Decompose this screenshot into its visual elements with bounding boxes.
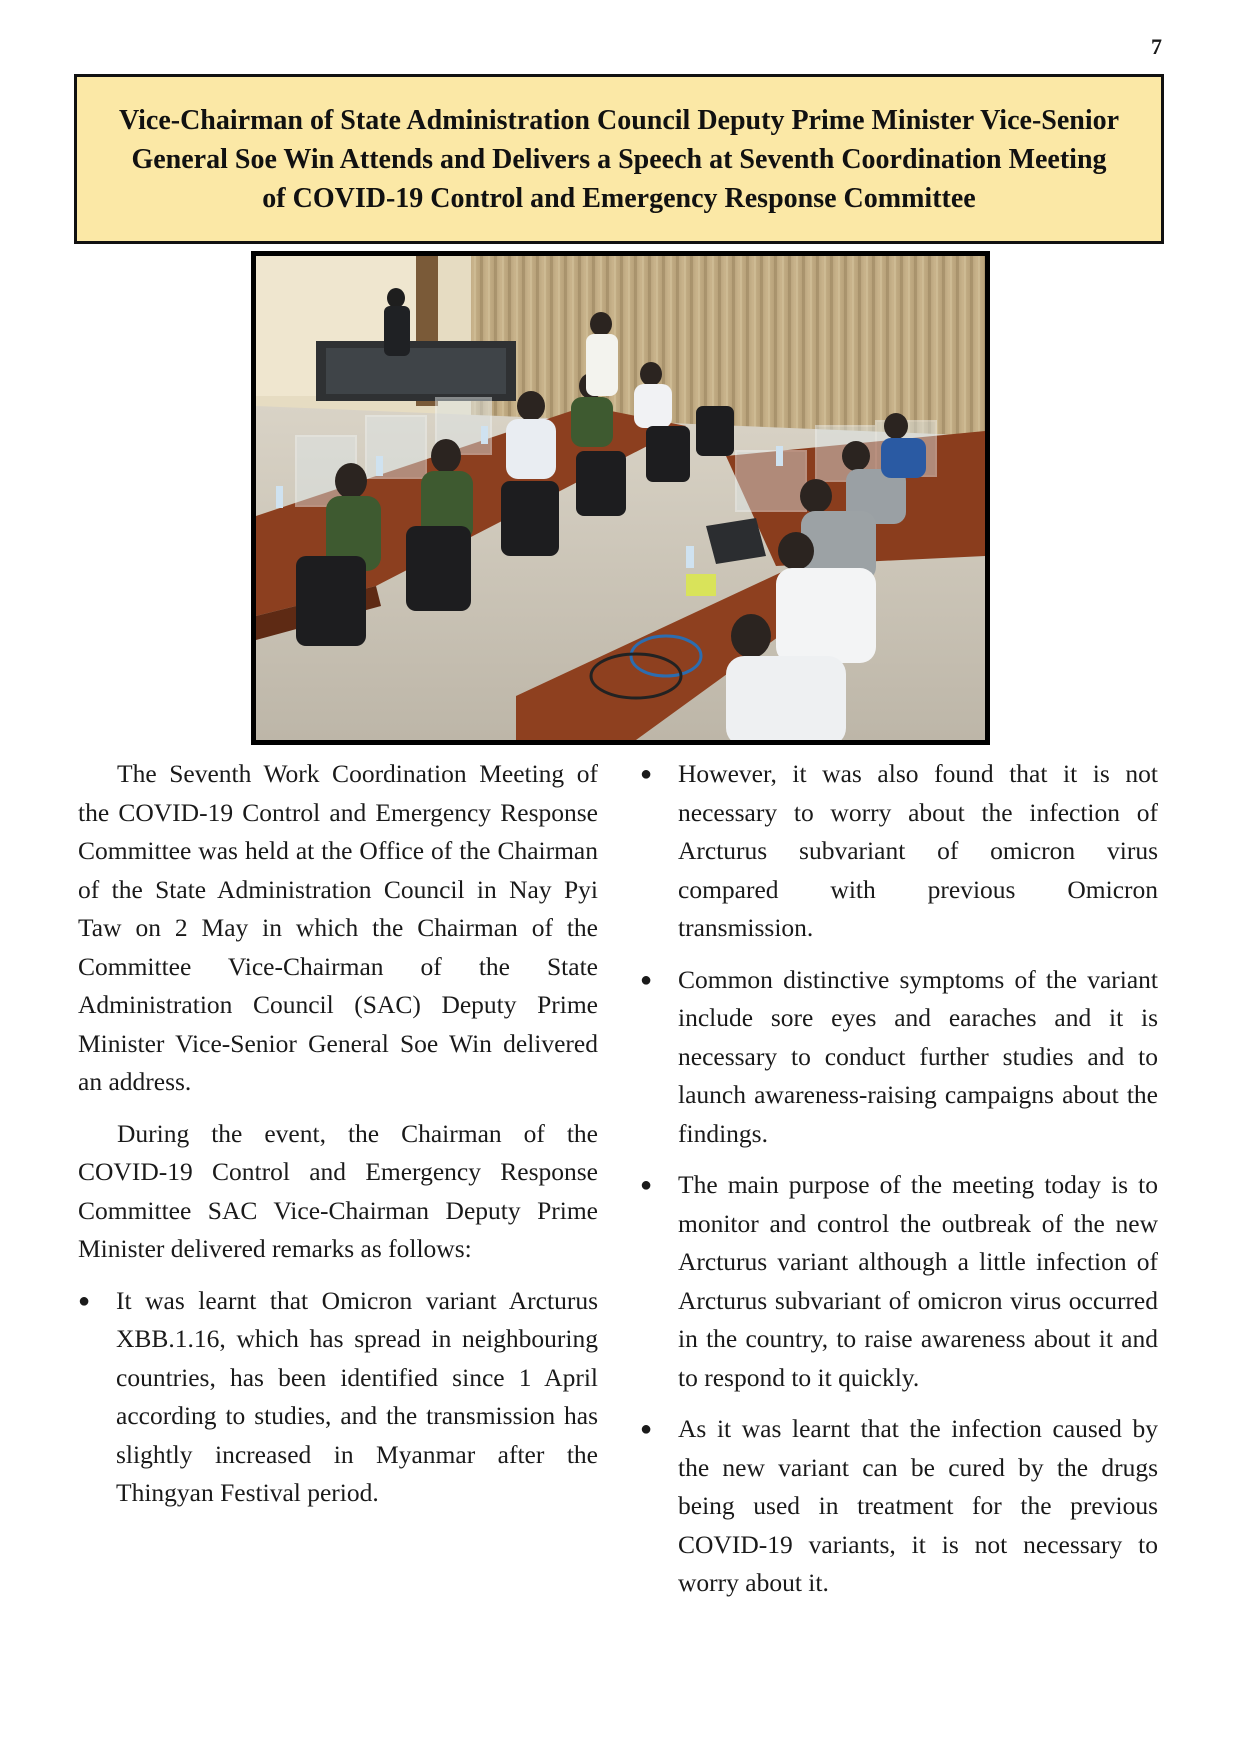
list-item xyxy=(640,961,1158,1154)
bullet-icon: ● xyxy=(640,763,653,785)
bullet-icon: ● xyxy=(640,1418,653,1440)
list-item xyxy=(640,1410,1158,1603)
list-item-text: It was learnt that Omicron variant Arcturus XBB.1.16, which has spread in neighbouring countries, has been identified since 1 April according to studies, and the transmission has slightly increased in Myanmar after the Thingyan Festival period. xyxy=(116,1285,598,1507)
page-title: Vice-Chairman of State Administration Council Deputy Prime Minister Vice-Senior General Soe Win Attends and Delivers a Speech at Seventh Coordination Meeting of COVID-19 Control and Emergency Response Committee xyxy=(118,104,1120,214)
list-item-text: Common distinctive symptoms of the variant include sore eyes and earaches and it is necessary to conduct further studies and to launch awareness-raising campaigns about the findings. xyxy=(678,964,1158,1148)
list-item xyxy=(640,1166,1158,1397)
list-item-text: The main purpose of the meeting today is to monitor and control the outbreak of the new Arcturus variant although a little infection of Arcturus subvariant of omicron virus occurred in the country, to raise awareness about it and to respond to it quickly. xyxy=(678,1170,1158,1392)
bullet-list-left xyxy=(78,1282,598,1513)
bullet-icon: ● xyxy=(640,1174,653,1196)
title-box xyxy=(74,74,1164,244)
left-column xyxy=(78,755,598,1526)
meeting-photo xyxy=(251,251,990,745)
bullet-list-right xyxy=(640,755,1158,1603)
bullet-icon: ● xyxy=(640,968,653,991)
list-item-text: As it was learnt that the infection caused by the new variant can be cured by the drugs being used in treatment for the previous COVID-19 variants, it is not necessary to worry about it. xyxy=(678,1414,1158,1597)
list-item xyxy=(78,1282,598,1513)
intro-paragraph: The Seventh Work Coordination Meeting of the COVID-19 Control and Emergency Response Committee was held at the Office of the Chairman of the State Administration Council in Nay Pyi Taw on 2 May in which the Chairman of the Committee Vice-Chairman of the State Administration Council (SAC) Deputy Prime Minister Vice-Senior General Soe Win delivered an address. xyxy=(78,759,598,1096)
remarks-intro-paragraph: During the event, the Chairman of the COVID-19 Control and Emergency Response Committee SAC Vice-Chairman Deputy Prime Minister delivered remarks as follows: xyxy=(78,1118,598,1263)
meeting-photo-illustration xyxy=(256,256,985,740)
list-item-text: However, it was also found that it is not necessary to worry about the infection of Arcturus subvariant of omicron virus compared with previous Omicron transmission. xyxy=(678,759,1158,942)
list-item xyxy=(640,755,1158,948)
bullet-icon: ● xyxy=(78,1289,91,1312)
right-column xyxy=(640,755,1158,1616)
page-number: 7 xyxy=(1151,34,1162,59)
